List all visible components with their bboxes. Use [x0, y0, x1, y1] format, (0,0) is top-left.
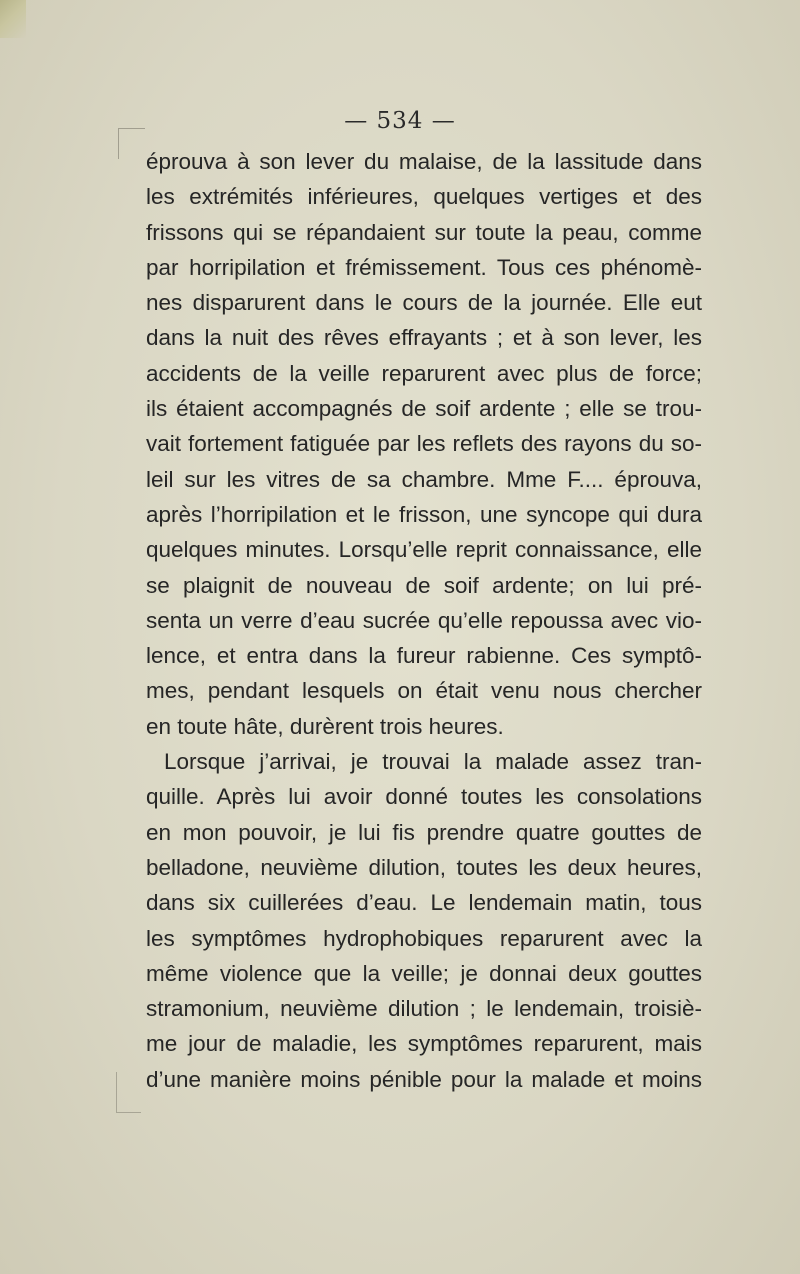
margin-bracket-bottom [116, 1072, 141, 1113]
text-line: dans six cuillerées d’eau. Le lendemain matin, tous [146, 890, 702, 916]
text-line: nes disparurent dans le cours de la journée. Elle eut [146, 290, 702, 316]
text-line: après l’horripilation et le frisson, une syncope qui dura [146, 501, 702, 527]
text-line: en mon pouvoir, je lui fis prendre quatre gouttes de [146, 819, 702, 845]
text-line: me jour de maladie, les symptômes reparurent, mais [146, 1031, 702, 1057]
text-line: belladone, neuvième dilution, toutes les deux heures, [146, 854, 702, 880]
text-line: mes, pendant lesquels on était venu nous chercher [146, 678, 702, 704]
text-line: ils étaient accompagnés de soif ardente ; elle se trou- [146, 396, 702, 422]
text-line: en toute hâte, durèrent trois heures. [146, 713, 504, 739]
text-line: les extrémités inférieures, quelques vertiges et des [146, 184, 702, 210]
text-line: vait fortement fatiguée par les reflets des rayons du so- [146, 431, 702, 457]
text-line: dans la nuit des rêves effrayants ; et à son lever, les [146, 325, 702, 351]
text-line: frissons qui se répandaient sur toute la peau, comme [146, 219, 702, 245]
text-line: Lorsque j’arrivai, je trouvai la malade assez tran- [164, 749, 702, 775]
text-line: quelques minutes. Lorsqu’elle reprit connaissance, elle [146, 537, 702, 563]
text-line: senta un verre d’eau sucrée qu’elle repoussa avec vio- [146, 607, 702, 633]
text-line: lence, et entra dans la fureur rabienne. Ces symptô- [146, 643, 702, 669]
text-line: se plaignit de nouveau de soif ardente; on lui pré- [146, 572, 702, 598]
text-line: leil sur les vitres de sa chambre. Mme F.... éprouva, [146, 466, 702, 492]
text-line: accidents de la veille reparurent avec plus de force; [146, 360, 702, 386]
text-line: éprouva à son lever du malaise, de la lassitude dans [146, 149, 702, 174]
text-line: même violence que la veille; je donnai deux gouttes [146, 960, 702, 986]
text-line: d’une manière moins pénible pour la malade et moins [146, 1066, 702, 1092]
text-line: quille. Après lui avoir donné toutes les consolations [146, 784, 702, 810]
corner-stain [0, 0, 26, 38]
text-line: les symptômes hydrophobiques reparurent avec la [146, 925, 702, 951]
page-number: — 534 — [344, 108, 456, 134]
body-text [146, 144, 702, 1097]
text-line: par horripilation et frémissement. Tous ces phénomè- [146, 254, 702, 280]
text-line: stramonium, neuvième dilution ; le lendemain, troisiè- [146, 996, 702, 1022]
